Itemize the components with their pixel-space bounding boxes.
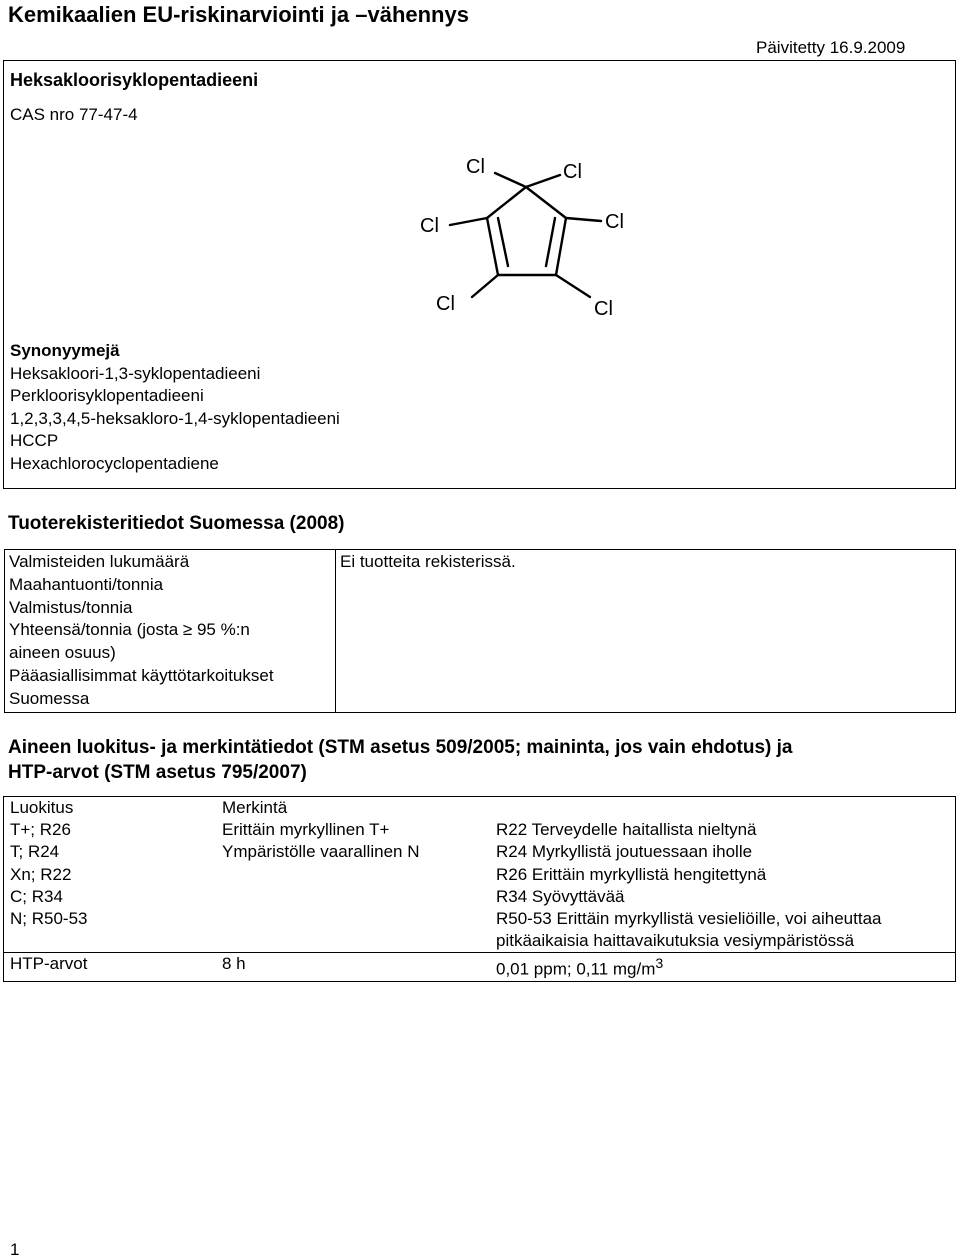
- luokitus-item: N; R50-53: [10, 909, 88, 929]
- synonyms-heading: Synonyymejä: [10, 341, 120, 360]
- registry-label: Pääasiallisimmat käyttötarkoitukset: [9, 665, 274, 685]
- r-phrase: R24 Myrkyllistä joutuessaan iholle: [496, 842, 753, 862]
- substance-name: Heksakloorisyklopentadieeni: [10, 70, 259, 90]
- page-number: 1: [10, 1240, 20, 1259]
- merkinta-cell: [216, 819, 490, 953]
- registry-labels-cell: [5, 550, 336, 713]
- htp-value: 0,01 ppm; 0,11 mg/m: [496, 960, 656, 980]
- chlorine-atom-label: Cl: [605, 211, 624, 233]
- synonym-item: Heksakloori-1,3-syklopentadieeni: [10, 363, 261, 383]
- classification-heading-line: Aineen luokitus- ja merkintätiedot (STM asetus 509/2005; maininta, jos vain ehdotus) ja: [8, 737, 793, 758]
- htp-exponent: 3: [655, 956, 664, 973]
- cas-number: CAS nro 77-47-4: [10, 105, 138, 124]
- r-phrase: R50-53 Erittäin myrkyllistä vesieliöille, voi aiheuttaa: [496, 909, 882, 929]
- luokitus-item: T; R24: [10, 842, 60, 862]
- registry-label: aineen osuus): [9, 643, 116, 663]
- registry-table: [4, 549, 956, 713]
- luokitus-item: Xn; R22: [10, 864, 72, 884]
- htp-value-cell: [490, 953, 956, 982]
- registry-label: Maahantuonti/tonnia: [9, 574, 164, 594]
- merkinta-header: Merkintä: [216, 797, 490, 820]
- merkinta-item: Ympäristölle vaarallinen N: [222, 842, 420, 862]
- registry-value-cell: [336, 550, 956, 713]
- r-phrase: pitkäaikaisia haittavaikutuksia vesiympäristössä: [496, 931, 855, 951]
- synonym-item: Hexachlorocyclopentadiene: [10, 453, 219, 473]
- document-title: Kemikaalien EU-riskinarviointi ja –vähennys: [8, 2, 469, 27]
- classification-heading-line: HTP-arvot (STM asetus 795/2007): [8, 762, 307, 783]
- htp-time: 8 h: [216, 953, 490, 982]
- synonyms-section: [10, 340, 340, 475]
- luokitus-item: T+; R26: [10, 820, 71, 840]
- r-phrase: R22 Terveydelle haitallista nieltynä: [496, 820, 757, 840]
- merkinta-item: Erittäin myrkyllinen T+: [222, 820, 390, 840]
- luokitus-header: Luokitus: [4, 797, 217, 820]
- registry-label: Valmisteiden lukumäärä: [9, 552, 190, 571]
- synonym-item: HCCP: [10, 431, 59, 450]
- chlorine-atom-label: Cl: [420, 215, 439, 237]
- r-phrase: R26 Erittäin myrkyllistä hengitettynä: [496, 864, 767, 884]
- registry-label: Suomessa: [9, 688, 90, 708]
- r-phrases-cell: [490, 819, 956, 953]
- registry-label: Yhteensä/tonnia (josta ≥ 95 %:n: [9, 620, 250, 640]
- registry-label: Valmistus/tonnia: [9, 597, 133, 617]
- r-phrase: R34 Syövyttävää: [496, 886, 625, 906]
- registry-value: Ei tuotteita rekisterissä.: [340, 552, 516, 571]
- registry-heading: Tuoterekisteritiedot Suomessa (2008): [8, 513, 345, 534]
- luokitus-cell: [4, 819, 217, 953]
- classification-table: [3, 796, 956, 982]
- chlorine-atom-label: Cl: [563, 161, 582, 183]
- classification-heading: [8, 735, 958, 785]
- updated-date: Päivitetty 16.9.2009: [756, 38, 906, 57]
- chemical-structure: [400, 145, 660, 330]
- synonym-item: 1,2,3,3,4,5-heksakloro-1,4-syklopentadieeni: [10, 408, 340, 428]
- chlorine-atom-label: Cl: [594, 298, 613, 320]
- chlorine-atom-label: Cl: [436, 293, 455, 315]
- luokitus-item: C; R34: [10, 886, 63, 906]
- synonym-item: Perkloorisyklopentadieeni: [10, 386, 204, 405]
- htp-label: HTP-arvot: [4, 953, 217, 982]
- chlorine-atom-label: Cl: [466, 156, 485, 178]
